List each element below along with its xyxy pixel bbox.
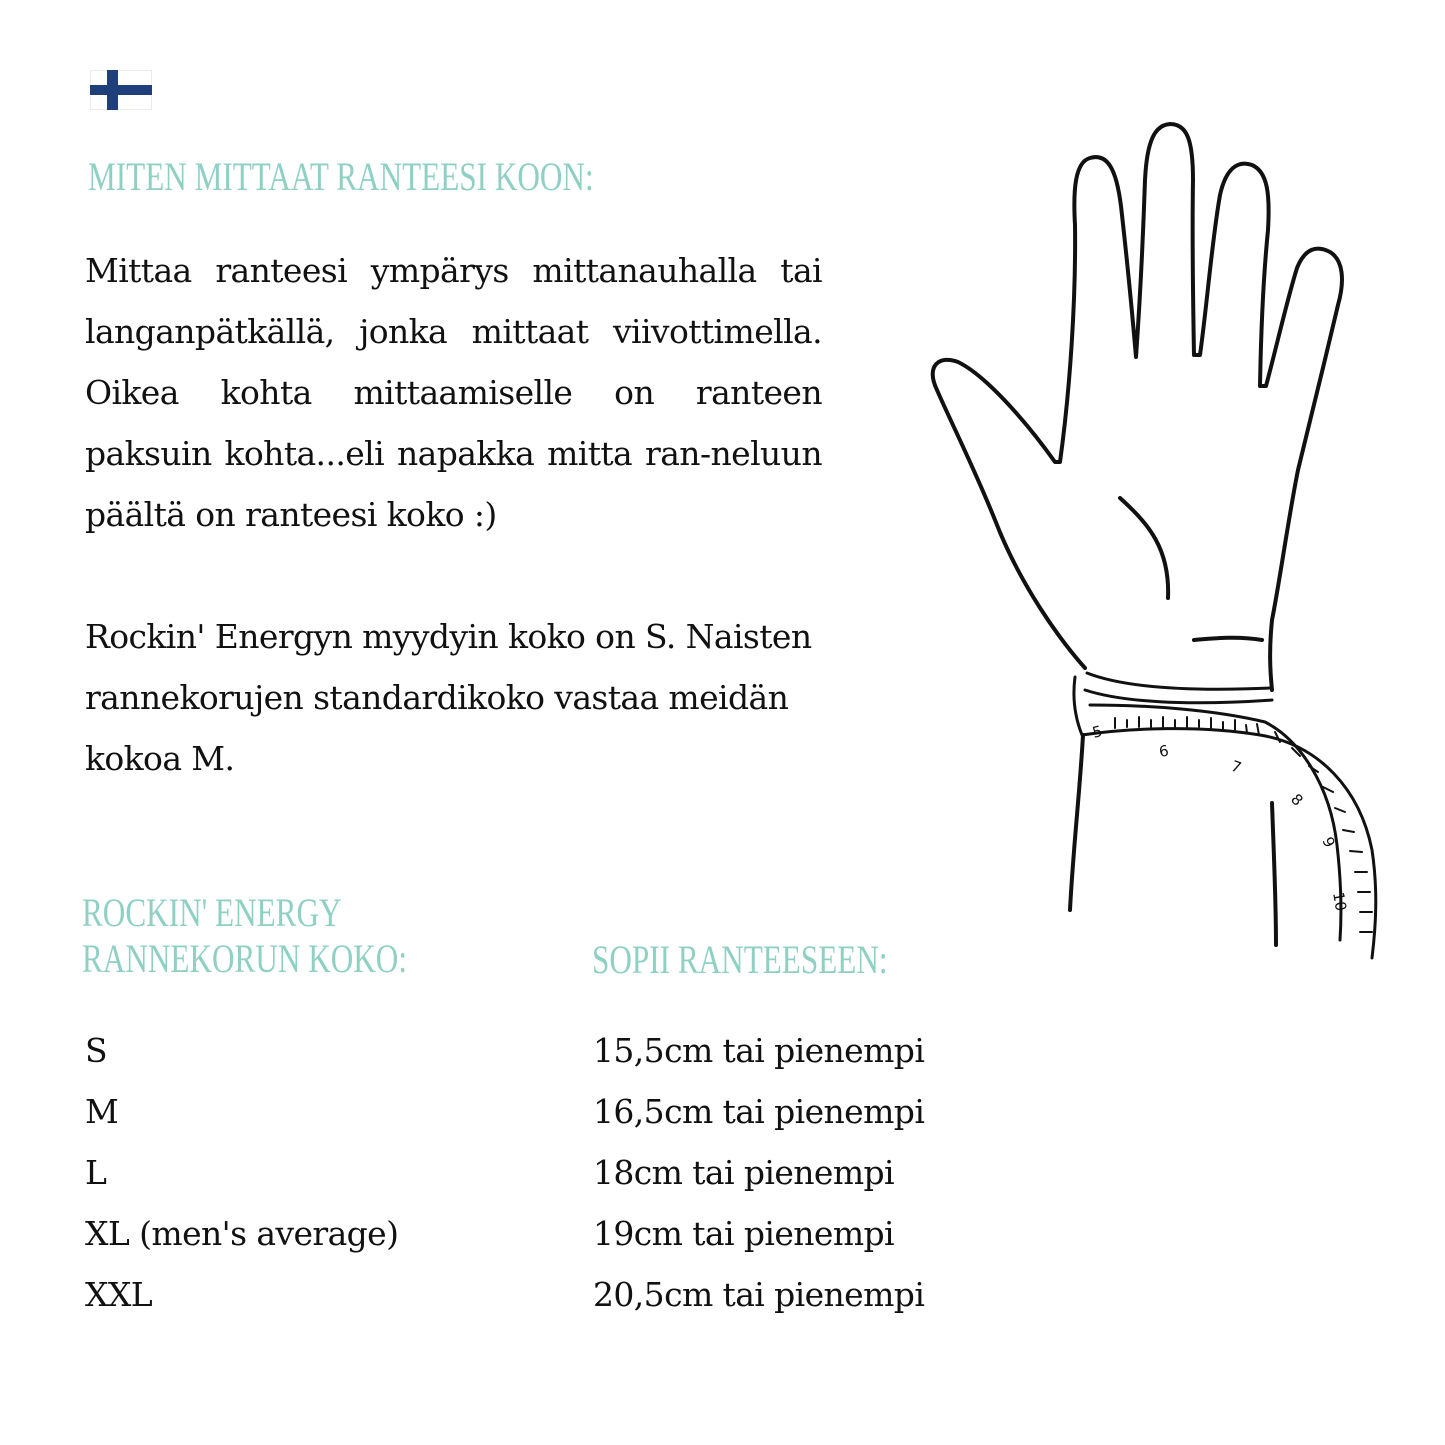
size-label: S	[85, 1031, 108, 1070]
tape-number: 7	[1228, 756, 1244, 778]
tape-number: 6	[1157, 741, 1171, 761]
size-label: L	[85, 1153, 107, 1192]
measure-heading: MITEN MITTAAT RANTEESI KOON:	[88, 154, 594, 199]
tape-number: 8	[1287, 790, 1307, 810]
tape-number: 10	[1329, 890, 1351, 913]
bestseller-note: Rockin' Energyn myydyin koko on S. Naisten rannekorujen standardikoko vastaa meidän kokoa M.	[85, 617, 812, 778]
wrist-range: 15,5cm tai pienempi	[593, 1031, 925, 1070]
size-row	[85, 1142, 985, 1203]
size-label: M	[85, 1092, 119, 1131]
size-row	[85, 1203, 985, 1264]
wrist-range: 18cm tai pienempi	[593, 1153, 894, 1192]
fits-column-heading: SOPII RANTEESEEN:	[592, 937, 888, 982]
size-column-heading: ROCKIN' ENERGY RANNEKORUN KOKO:	[82, 890, 408, 981]
wrist-range: 19cm tai pienempi	[593, 1214, 894, 1253]
size-table	[85, 1020, 985, 1325]
size-label: XL (men's average)	[85, 1214, 399, 1253]
wrist-range: 16,5cm tai pienempi	[593, 1092, 925, 1131]
finland-flag-icon	[90, 70, 152, 110]
size-row	[85, 1020, 985, 1081]
wrist-range: 20,5cm tai pienempi	[593, 1275, 925, 1314]
tape-number: 5	[1090, 722, 1105, 742]
size-row	[85, 1264, 985, 1325]
size-row	[85, 1081, 985, 1142]
measure-instructions: Mittaa ranteesi ympärys mittanauhalla tai langanpätkällä, jonka mittaat viivottimella. Oikea kohta mittaamiselle on ranteen paksuin kohta...eli napakka mitta ran-neluun päältä on ranteesi koko :)	[85, 251, 822, 534]
size-label: XXL	[85, 1275, 153, 1314]
tape-number: 9	[1318, 834, 1339, 851]
hand-with-measuring-tape-illustration	[920, 110, 1390, 970]
